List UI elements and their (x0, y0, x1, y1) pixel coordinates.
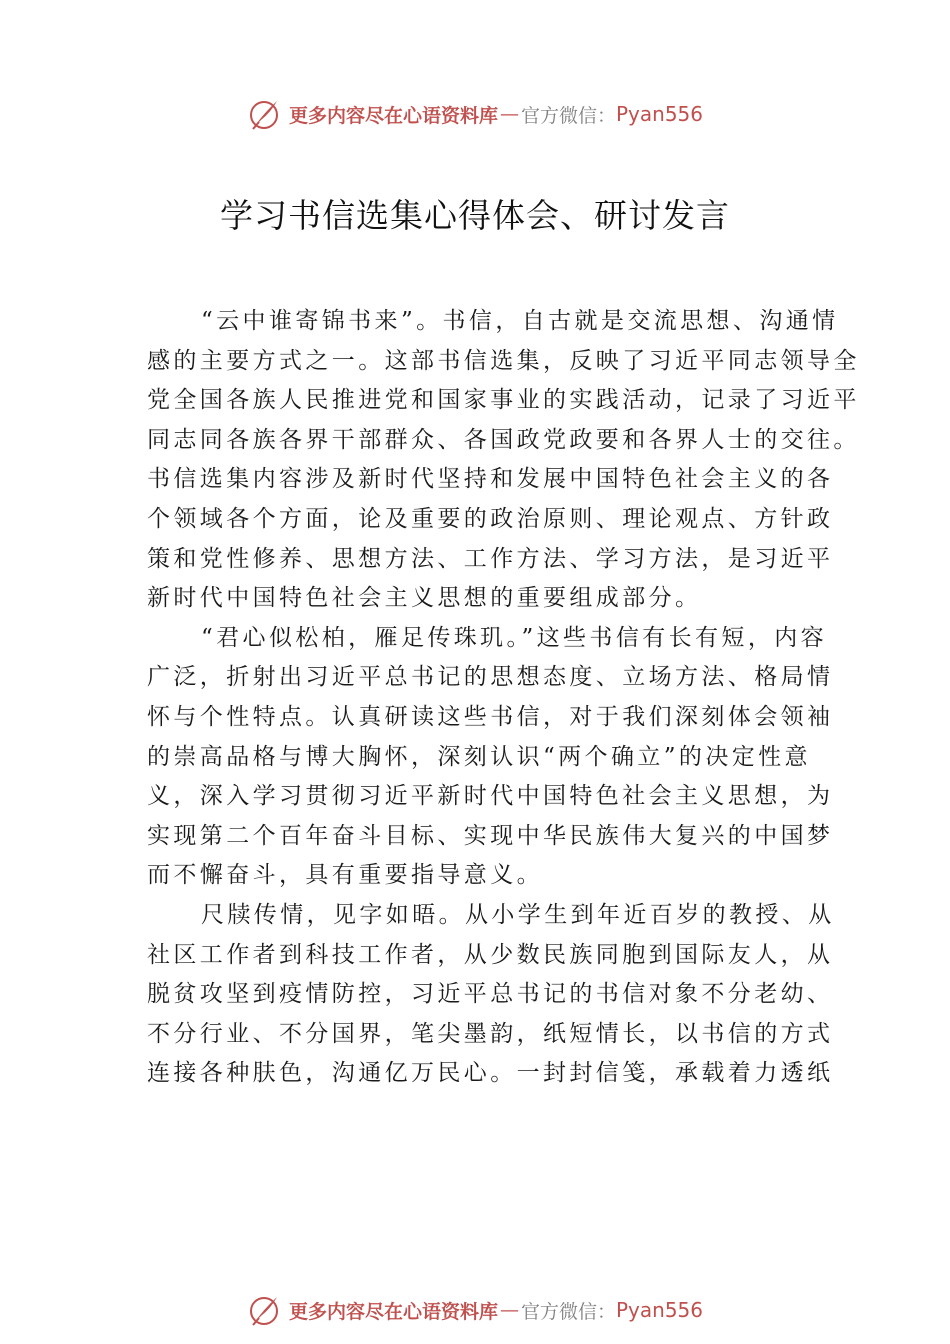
footer-banner (0, 1288, 950, 1332)
text-line: 义，深入学习贯彻习近平新时代中国特色社会主义思想，为 (147, 783, 834, 810)
quill-pen-circle-icon (247, 96, 283, 132)
text-line: “云中谁寄锦书来”。书信，自古就是交流思想、沟通情 (201, 308, 839, 334)
text-line: 而不懈奋斗，具有重要指导意义。 (147, 862, 543, 889)
text-line: 新时代中国特色社会主义思想的重要组成部分。 (147, 585, 702, 612)
text-line: 实现第二个百年奋斗目标、实现中华民族伟大复兴的中国梦 (147, 822, 834, 849)
banner-dash: — (499, 103, 519, 125)
text-line: 策和党性修养、思想方法、工作方法、学习方法，是习近平 (147, 545, 834, 572)
text-line: 感的主要方式之一。这部书信选集，反映了习近平同志领导全 (147, 347, 860, 374)
text-line: 广泛，折射出习近平总书记的思想态度、立场方法、格局情 (147, 664, 834, 691)
text-line: 党全国各族人民推进党和国家事业的实践活动，记录了习近平 (147, 387, 860, 414)
banner-dash: — (499, 1299, 519, 1321)
paragraph (147, 302, 860, 619)
text-line: 同志同各族各界干部群众、各国政党政要和各界人士的交往。 (147, 426, 860, 453)
text-line: 个领域各个方面，论及重要的政治原则、理论观点、方针政 (147, 505, 834, 532)
banner-brand-text: 更多内容尽在心语资料库 (288, 1300, 498, 1323)
text-line: 尺牍传情，见字如晤。从小学生到年近百岁的教授、从 (201, 901, 835, 928)
text-line: 连接各种肤色，沟通亿万民心。一封封信笺，承载着力透纸 (147, 1060, 834, 1087)
banner-wechat-id: Pyan556 (616, 102, 704, 126)
banner-wechat-label: 官方微信： (520, 1300, 616, 1323)
quill-pen-circle-icon (247, 1292, 283, 1328)
banner-wechat-label: 官方微信： (520, 104, 616, 127)
banner-brand-text: 更多内容尽在心语资料库 (288, 104, 498, 127)
document-body (147, 302, 860, 1094)
text-line: 不分行业、不分国界，笔尖墨韵，纸短情长，以书信的方式 (147, 1020, 834, 1047)
text-line: “君心似松柏，雁足传珠玑。”这些书信有长有短，内容 (201, 624, 828, 651)
text-line: 社区工作者到科技工作者，从少数民族同胞到国际友人，从 (147, 941, 834, 968)
text-line: 怀与个性特点。认真研读这些书信，对于我们深刻体会领袖 (147, 703, 834, 730)
banner-wechat-id: Pyan556 (616, 1298, 704, 1322)
paragraph (147, 619, 834, 896)
header-banner (0, 92, 950, 136)
paragraph (147, 896, 835, 1094)
page-title: 学习书信选集心得体会、研讨发言 (220, 196, 730, 235)
text-line: 书信选集内容涉及新时代坚持和发展中国特色社会主义的各 (147, 466, 834, 493)
text-line: 脱贫攻坚到疫情防控，习近平总书记的书信对象不分老幼、 (147, 981, 834, 1008)
text-line: 的崇高品格与博大胸怀，深刻认识“两个确立”的决定性意 (147, 743, 811, 770)
